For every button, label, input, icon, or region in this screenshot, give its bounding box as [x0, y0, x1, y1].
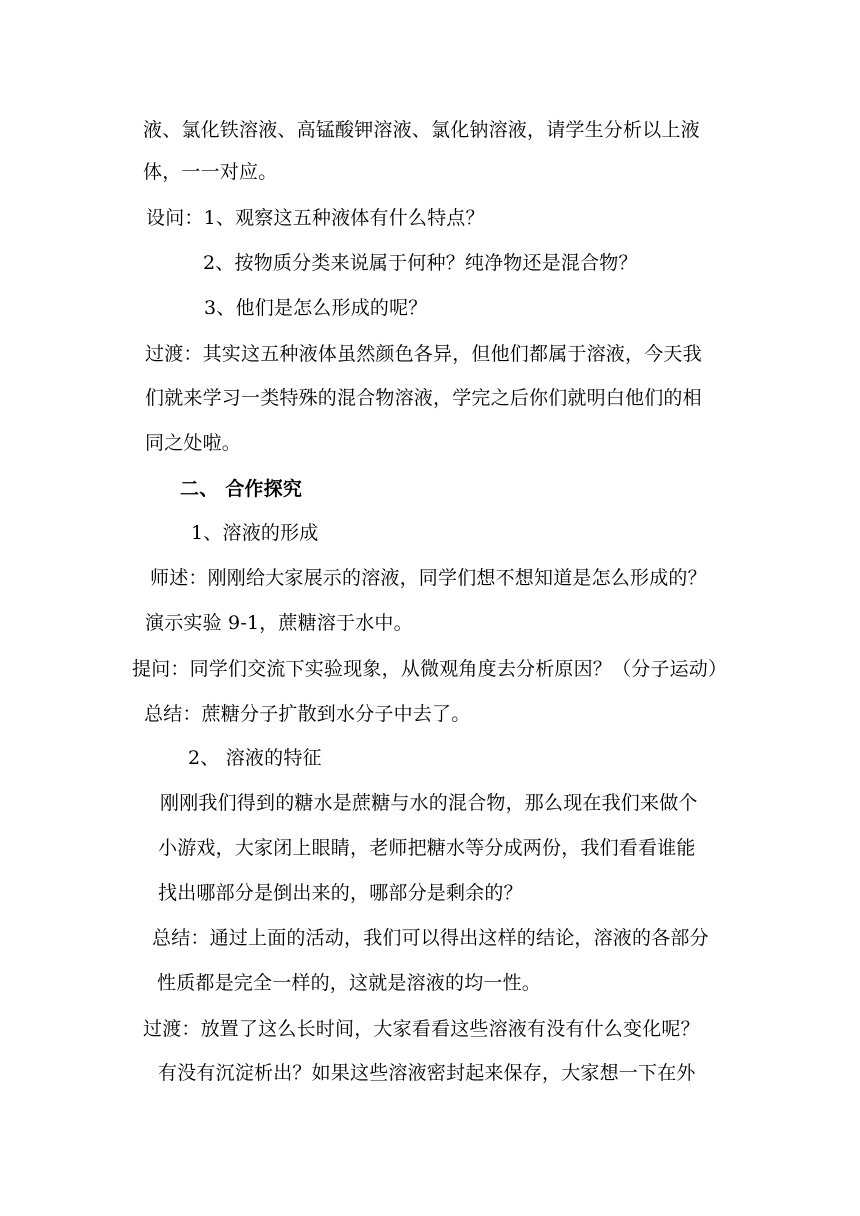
paragraph-line: 总结：通过上面的活动，我们可以得出这样的结论，溶液的各部分: [152, 927, 709, 949]
subsection-heading: 1、溶液的形成: [191, 522, 319, 544]
paragraph-line: 液、氯化铁溶液、高锰酸钾溶液、氯化钠溶液，请学生分析以上液: [143, 119, 700, 141]
paragraph-line: 性质都是完全一样的，这就是溶液的均一性。: [157, 972, 542, 994]
section-heading: 二、 合作探究: [180, 478, 303, 500]
question-line: 设问：1、观察这五种液体有什么特点？: [146, 207, 485, 229]
paragraph-line: 有没有沉淀析出？如果这些溶液密封起来保存，大家想一下在外: [158, 1062, 696, 1084]
paragraph-line: 体，一一对应。: [143, 161, 278, 183]
question-line: 3、他们是怎么形成的呢？: [204, 297, 428, 319]
paragraph-line: 总结：蔗糖分子扩散到水分子中去了。: [144, 703, 471, 725]
paragraph-line: 小游戏，大家闭上眼睛，老师把糖水等分成两份，我们看看谁能: [158, 837, 696, 859]
paragraph-line: 们就来学习一类特殊的混合物溶液，学完之后你们就明白他们的相: [145, 387, 702, 409]
paragraph-line: 过渡：放置了这么长时间，大家看看这些溶液有没有什么变化呢？: [143, 1018, 700, 1040]
paragraph-line: 找出哪部分是倒出来的，哪部分是剩余的？: [158, 882, 523, 904]
question-line: 2、按物质分类来说属于何种？纯净物还是混合物？: [203, 252, 638, 274]
subsection-heading: 2、 溶液的特征: [188, 747, 322, 769]
paragraph-line: 演示实验 9-1，蔗糖溶于水中。: [145, 612, 413, 634]
paragraph-line: 同之处啦。: [145, 432, 242, 454]
paragraph-line: 刚刚我们得到的糖水是蔗糖与水的混合物，那么现在我们来做个: [160, 792, 698, 814]
paragraph-line: 师述：刚刚给大家展示的溶液，同学们想不想知道是怎么形成的？: [150, 567, 707, 589]
paragraph-line: 过渡：其实这五种液体虽然颜色各异，但他们都属于溶液，今天我: [145, 343, 702, 365]
paragraph-line: 提问：同学们交流下实验现象，从微观角度去分析原因？（分子运动）: [132, 658, 728, 680]
